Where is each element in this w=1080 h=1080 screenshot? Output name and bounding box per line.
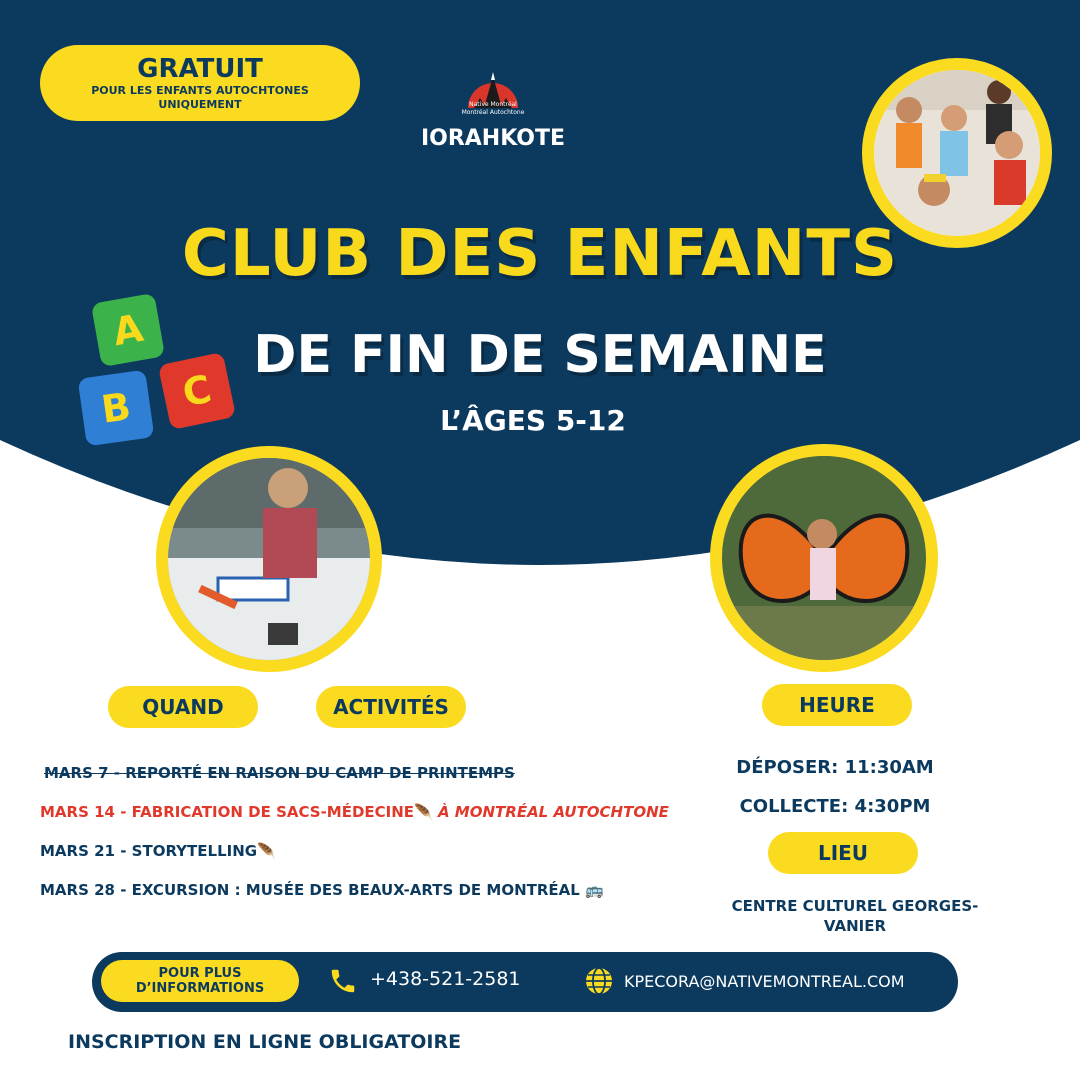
logo-text-2: Montréal Autochtone [461,109,525,116]
block-b-letter: B [98,384,134,432]
more-info-badge [101,960,299,1002]
schedule-item-1-text: MARS 7 - REPORTÉ EN RAISON DU CAMP DE PRINTEMPS [44,764,515,782]
free-badge [40,45,360,121]
main-title: CLUB DES ENFANTS [181,217,899,291]
location-line-1: CENTRE CULTUREL GEORGES- [731,897,979,915]
block-a [91,293,165,367]
boy-drawing-photo [156,446,382,672]
feather-icon: 🪶 [414,803,433,821]
schedule-item-2-text: MARS 14 - FABRICATION DE SACS-MÉDECINE [40,803,415,821]
pickup-time: COLLECTE: 4:30PM [739,796,931,817]
phone-icon [328,966,358,996]
dropoff-time: DÉPOSER: 11:30AM [736,757,934,778]
schedule-item-4-text: MARS 28 - EXCURSION : MUSÉE DES BEAUX-ARTS DE MONTRÉAL [40,881,580,899]
block-a-letter: A [109,305,147,355]
time-label: HEURE [762,684,912,726]
logo-name: IORAHKOTE [420,126,566,151]
globe-icon [584,966,614,996]
girl-butterfly-photo [710,444,938,672]
feather-icon: 🪶 [257,842,276,860]
when-label: QUAND [108,686,258,728]
free-badge-title: GRATUIT [137,54,263,84]
schedule-item-4 [40,881,604,899]
bus-icon: 🚌 [585,881,604,899]
registration-note: INSCRIPTION EN LIGNE OBLIGATOIRE [68,1031,462,1053]
block-c-letter: C [178,366,216,416]
location-line-2: VANIER [823,917,887,935]
free-badge-line1: POUR LES ENFANTS AUTOCHTONES [91,84,309,97]
block-b [78,370,155,447]
subtitle: DE FIN DE SEMAINE [253,325,827,385]
logo-text-1: Native Montréal [469,101,517,108]
more-info-line-2: D’INFORMATIONS [135,981,265,996]
schedule-item-3-text: MARS 21 - STORYTELLING [40,842,258,860]
free-badge-line2: UNIQUEMENT [158,98,242,111]
schedule-item-1 [44,764,515,782]
schedule-item-2 [40,803,669,821]
email-address[interactable]: KPECORA@NATIVEMONTREAL.COM [624,972,905,991]
phone-number[interactable]: +438-521-2581 [370,968,521,990]
age-range: L’ÂGES 5-12 [440,404,626,437]
location-label: LIEU [768,832,918,874]
schedule-item-2-emphasis: À MONTRÉAL AUTOCHTONE [432,803,669,821]
abc-blocks-icon [76,290,236,458]
block-c [158,352,236,430]
schedule-item-3 [40,842,276,860]
activities-label: ACTIVITÉS [316,686,466,728]
more-info-line-1: POUR PLUS [158,966,242,981]
